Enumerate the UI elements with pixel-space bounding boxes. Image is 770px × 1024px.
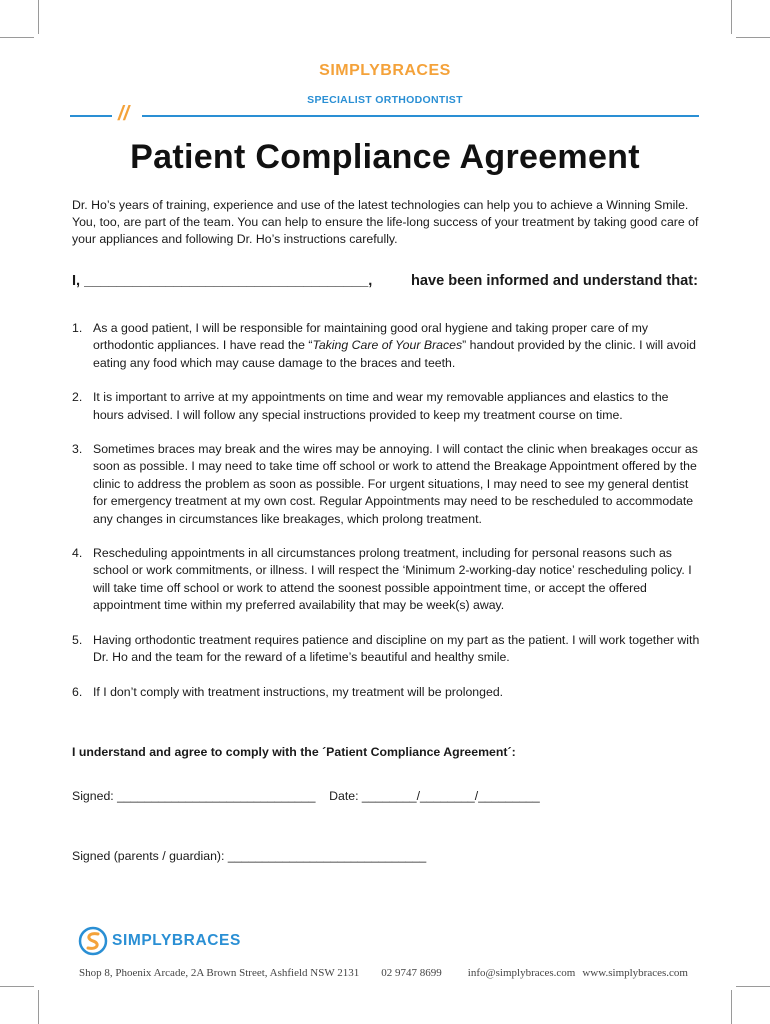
footer-logo-text: SIMPLYBRACES bbox=[112, 932, 241, 949]
list-item-text: ” handout provided by the clinic. I will avoid eating any food which may cause damage to the braces and teeth. bbox=[93, 338, 696, 370]
list-item-number: 5. bbox=[72, 632, 83, 647]
agreement-statement: I understand and agree to comply with the ´Patient Compliance Agreement´: bbox=[72, 745, 516, 759]
date-field[interactable]: Date: ________/________/_________ bbox=[329, 789, 540, 803]
list-item-text: It is important to arrive at my appointments on time and wear my removable appliances and elastics to the hours advised. I will follow any special instructions provided to keep my treatment course on time. bbox=[93, 390, 669, 422]
guardian-signature-field[interactable]: Signed (parents / guardian): _____________________________ bbox=[72, 849, 427, 863]
crop-mark bbox=[0, 986, 34, 987]
footer-email[interactable]: info@simplybraces.com bbox=[467, 967, 576, 979]
header-rule-right bbox=[142, 115, 699, 117]
list-item bbox=[72, 684, 700, 701]
crop-mark bbox=[0, 37, 34, 38]
list-item-number: 3. bbox=[72, 442, 83, 457]
list-item bbox=[72, 632, 700, 667]
crop-mark bbox=[736, 37, 770, 38]
signature-row bbox=[72, 789, 540, 803]
declaration-name-blank[interactable]: I, ___________________________________, bbox=[72, 273, 373, 289]
list-item-number: 4. bbox=[72, 546, 83, 561]
list-item-text: As a good patient, I will be responsible for maintaining good oral hygiene and taking proper care of my orthodontic appliances. I have read the “ bbox=[93, 321, 649, 353]
list-item bbox=[72, 441, 700, 528]
crop-mark bbox=[731, 990, 732, 1024]
page-title: Patient Compliance Agreement bbox=[130, 138, 640, 176]
accent-mark: // bbox=[118, 103, 130, 125]
footer-website[interactable]: www.simplybraces.com bbox=[582, 967, 688, 979]
compliance-list bbox=[72, 320, 700, 701]
signature-field[interactable]: Signed: _____________________________ bbox=[72, 789, 316, 803]
list-item-text: Rescheduling appointments in all circumstances prolong treatment, including for personal reasons such as school or work commitments, or illness. I will respect the ‘Minimum 2-working-day notice’ rescheduling policy. I will take time off school or work to attend the soonest possible appointment time, or accept the offered appointment time within my preferred availability that may be week(s) away. bbox=[93, 546, 692, 613]
crop-mark bbox=[731, 0, 732, 34]
brand-name: SIMPLYBRACES bbox=[319, 62, 451, 79]
list-item-text: If I don’t comply with treatment instructions, my treatment will be prolonged. bbox=[93, 684, 504, 699]
footer-logo bbox=[78, 926, 241, 956]
list-item bbox=[72, 545, 700, 615]
list-item-text: Sometimes braces may break and the wires may be annoying. I will contact the clinic when breakages occur as soon as possible. I may need to take time off school or work to attend the Breakage Appointment offered by the clinic to address the problem as soon as possible. For urgent situations, I may need to see my general dentist for emergency treatment at my own cost. Regular Appointments may need to be rescheduled to accommodate any changes in circumstances like breakages, which prolong treatment. bbox=[93, 442, 698, 526]
footer-address: Shop 8, Phoenix Arcade, 2A Brown Street, Ashfield NSW 2131 bbox=[79, 967, 360, 979]
footer-phone: 02 9747 8699 bbox=[381, 967, 442, 979]
crop-mark bbox=[736, 986, 770, 987]
declaration-statement: have been informed and understand that: bbox=[410, 273, 698, 289]
simplybraces-logo-icon bbox=[78, 926, 108, 956]
list-item-number: 1. bbox=[72, 321, 83, 335]
handout-title: Taking Care of Your Braces bbox=[312, 338, 463, 353]
list-item bbox=[72, 389, 700, 424]
header-rule-left bbox=[70, 115, 112, 117]
list-item bbox=[72, 320, 700, 372]
list-item-number: 2. bbox=[72, 390, 83, 405]
footer-contact bbox=[79, 967, 699, 979]
list-item-text: Having orthodontic treatment requires patience and discipline on my part as the patient. I will work together with Dr. Ho and the team for the reward of a lifetime’s beautiful and healthy smile. bbox=[93, 632, 700, 665]
crop-mark bbox=[38, 0, 39, 34]
crop-mark bbox=[38, 990, 39, 1024]
brand-subtitle: SPECIALIST ORTHODONTIST bbox=[307, 94, 463, 106]
intro-paragraph: Dr. Ho’s years of training, experience and use of the latest technologies can help you to achieve a Winning Smile. You, too, are part of the team. You can help to ensure the life-long success of your treatment by taking good care of your appliances and following Dr. Ho’s instructions carefully. bbox=[72, 198, 699, 246]
list-item-number: 6. bbox=[72, 684, 83, 699]
declaration-line bbox=[72, 273, 698, 289]
